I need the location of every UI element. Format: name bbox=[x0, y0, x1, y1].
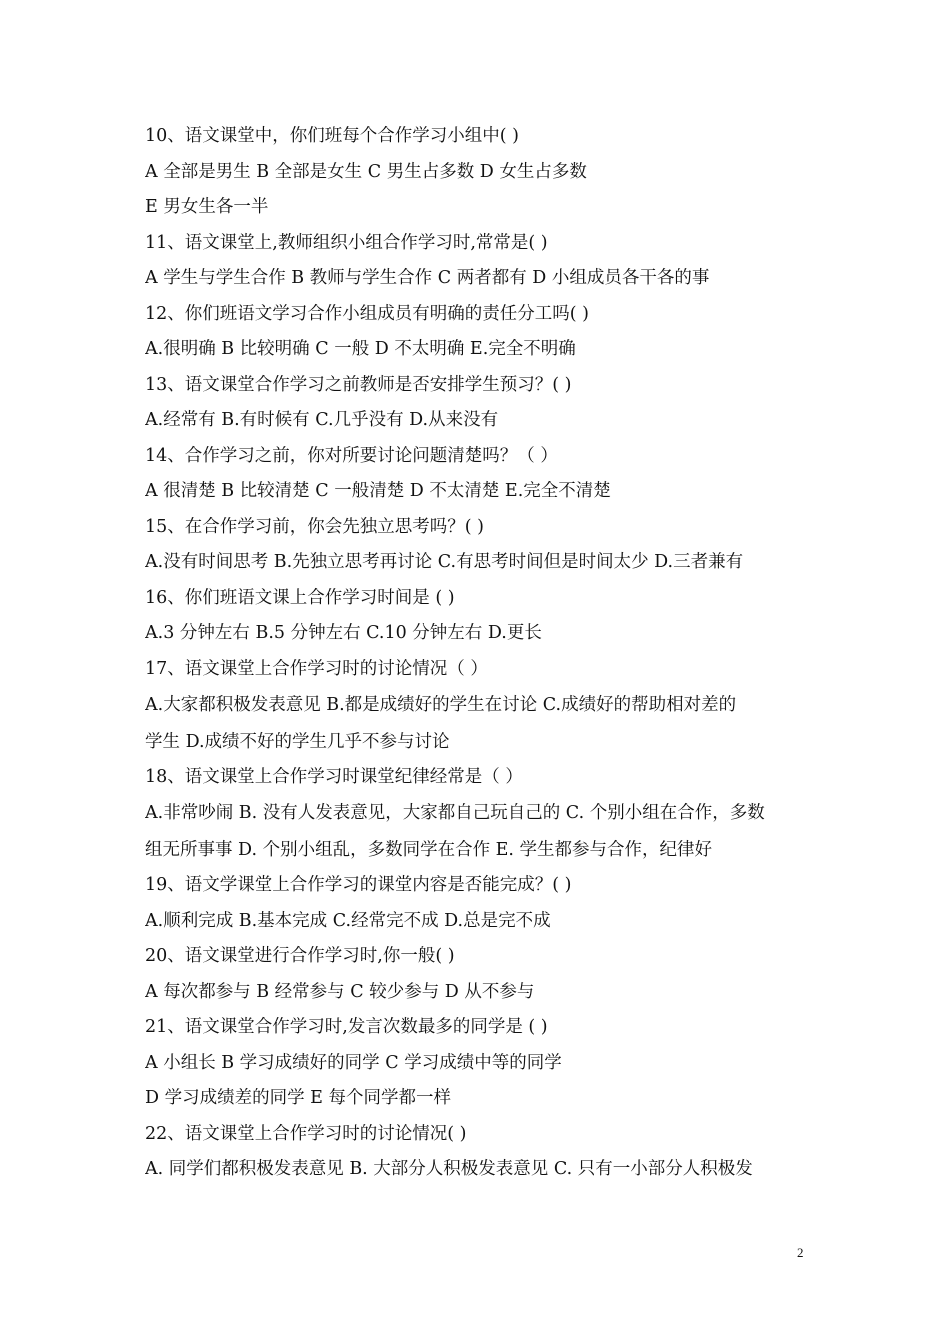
page-number: 2 bbox=[797, 1245, 804, 1260]
question-15-options: A.没有时间思考 B.先独立思考再讨论 C.有思考时间但是时间太少 D.三者兼有 bbox=[145, 552, 744, 572]
question-21: 21、语文课堂合作学习时,发言次数最多的同学是 ( ) bbox=[145, 1017, 548, 1037]
question-13: 13、语文课堂合作学习之前教师是否安排学生预习？( ) bbox=[145, 375, 572, 395]
question-13-options: A.经常有 B.有时候有 C.几乎没有 D.从来没有 bbox=[145, 410, 499, 430]
question-22-options: A. 同学们都积极发表意见 B. 大部分人积极发表意见 C. 只有一小部分人积极发 bbox=[145, 1159, 753, 1179]
question-19: 19、语文学课堂上合作学习的课堂内容是否能完成？( ) bbox=[145, 875, 572, 895]
question-16: 16、你们班语文课上合作学习时间是 ( ) bbox=[145, 588, 455, 608]
question-14: 14、合作学习之前，你对所要讨论问题清楚吗？（ ） bbox=[145, 446, 558, 466]
question-10: 10、语文课堂中，你们班每个合作学习小组中( ) bbox=[145, 126, 519, 146]
question-16-options: A.3 分钟左右 B.5 分钟左右 C.10 分钟左右 D.更长 bbox=[145, 623, 542, 643]
question-14-options: A 很清楚 B 比较清楚 C 一般清楚 D 不太清楚 E.完全不清楚 bbox=[145, 481, 611, 501]
question-15: 15、在合作学习前，你会先独立思考吗？( ) bbox=[145, 517, 484, 537]
question-11-options: A 学生与学生合作 B 教师与学生合作 C 两者都有 D 小组成员各干各的事 bbox=[145, 268, 710, 288]
question-11: 11、语文课堂上,教师组织小组合作学习时,常常是( ) bbox=[145, 233, 548, 253]
question-18-options: A.非常吵闹 B. 没有人发表意见，大家都自己玩自己的 C. 个别小组在合作，多数 bbox=[145, 803, 765, 823]
question-10-options: A 全部是男生 B 全部是女生 C 男生占多数 D 女生占多数 bbox=[145, 162, 587, 182]
question-12: 12、你们班语文学习合作小组成员有明确的责任分工吗( ) bbox=[145, 304, 589, 324]
question-21-options: A 小组长 B 学习成绩好的同学 C 学习成绩中等的同学 bbox=[145, 1053, 562, 1073]
question-17: 17、语文课堂上合作学习时的讨论情况（ ） bbox=[145, 659, 488, 679]
question-18-options-cont: 组无所事事 D. 个别小组乱，多数同学在合作 E. 学生都参与合作，纪律好 bbox=[145, 840, 713, 860]
question-17-options: A.大家都积极发表意见 B.都是成绩好的学生在讨论 C.成绩好的帮助相对差的 bbox=[145, 695, 737, 715]
question-20-options: A 每次都参与 B 经常参与 C 较少参与 D 从不参与 bbox=[145, 982, 535, 1002]
question-20: 20、语文课堂进行合作学习时,你一般( ) bbox=[145, 946, 455, 966]
question-12-options: A.很明确 B 比较明确 C 一般 D 不太明确 E.完全不明确 bbox=[145, 339, 576, 359]
question-21-options-cont: D 学习成绩差的同学 E 每个同学都一样 bbox=[145, 1088, 451, 1108]
question-19-options: A.顺利完成 B.基本完成 C.经常完不成 D.总是完不成 bbox=[145, 911, 551, 931]
question-22: 22、语文课堂上合作学习时的讨论情况( ) bbox=[145, 1124, 467, 1144]
question-10-options-cont: E 男女生各一半 bbox=[145, 197, 269, 217]
question-18: 18、语文课堂上合作学习时课堂纪律经常是（ ） bbox=[145, 767, 523, 787]
question-17-options-cont: 学生 D.成绩不好的学生几乎不参与讨论 bbox=[145, 732, 450, 752]
